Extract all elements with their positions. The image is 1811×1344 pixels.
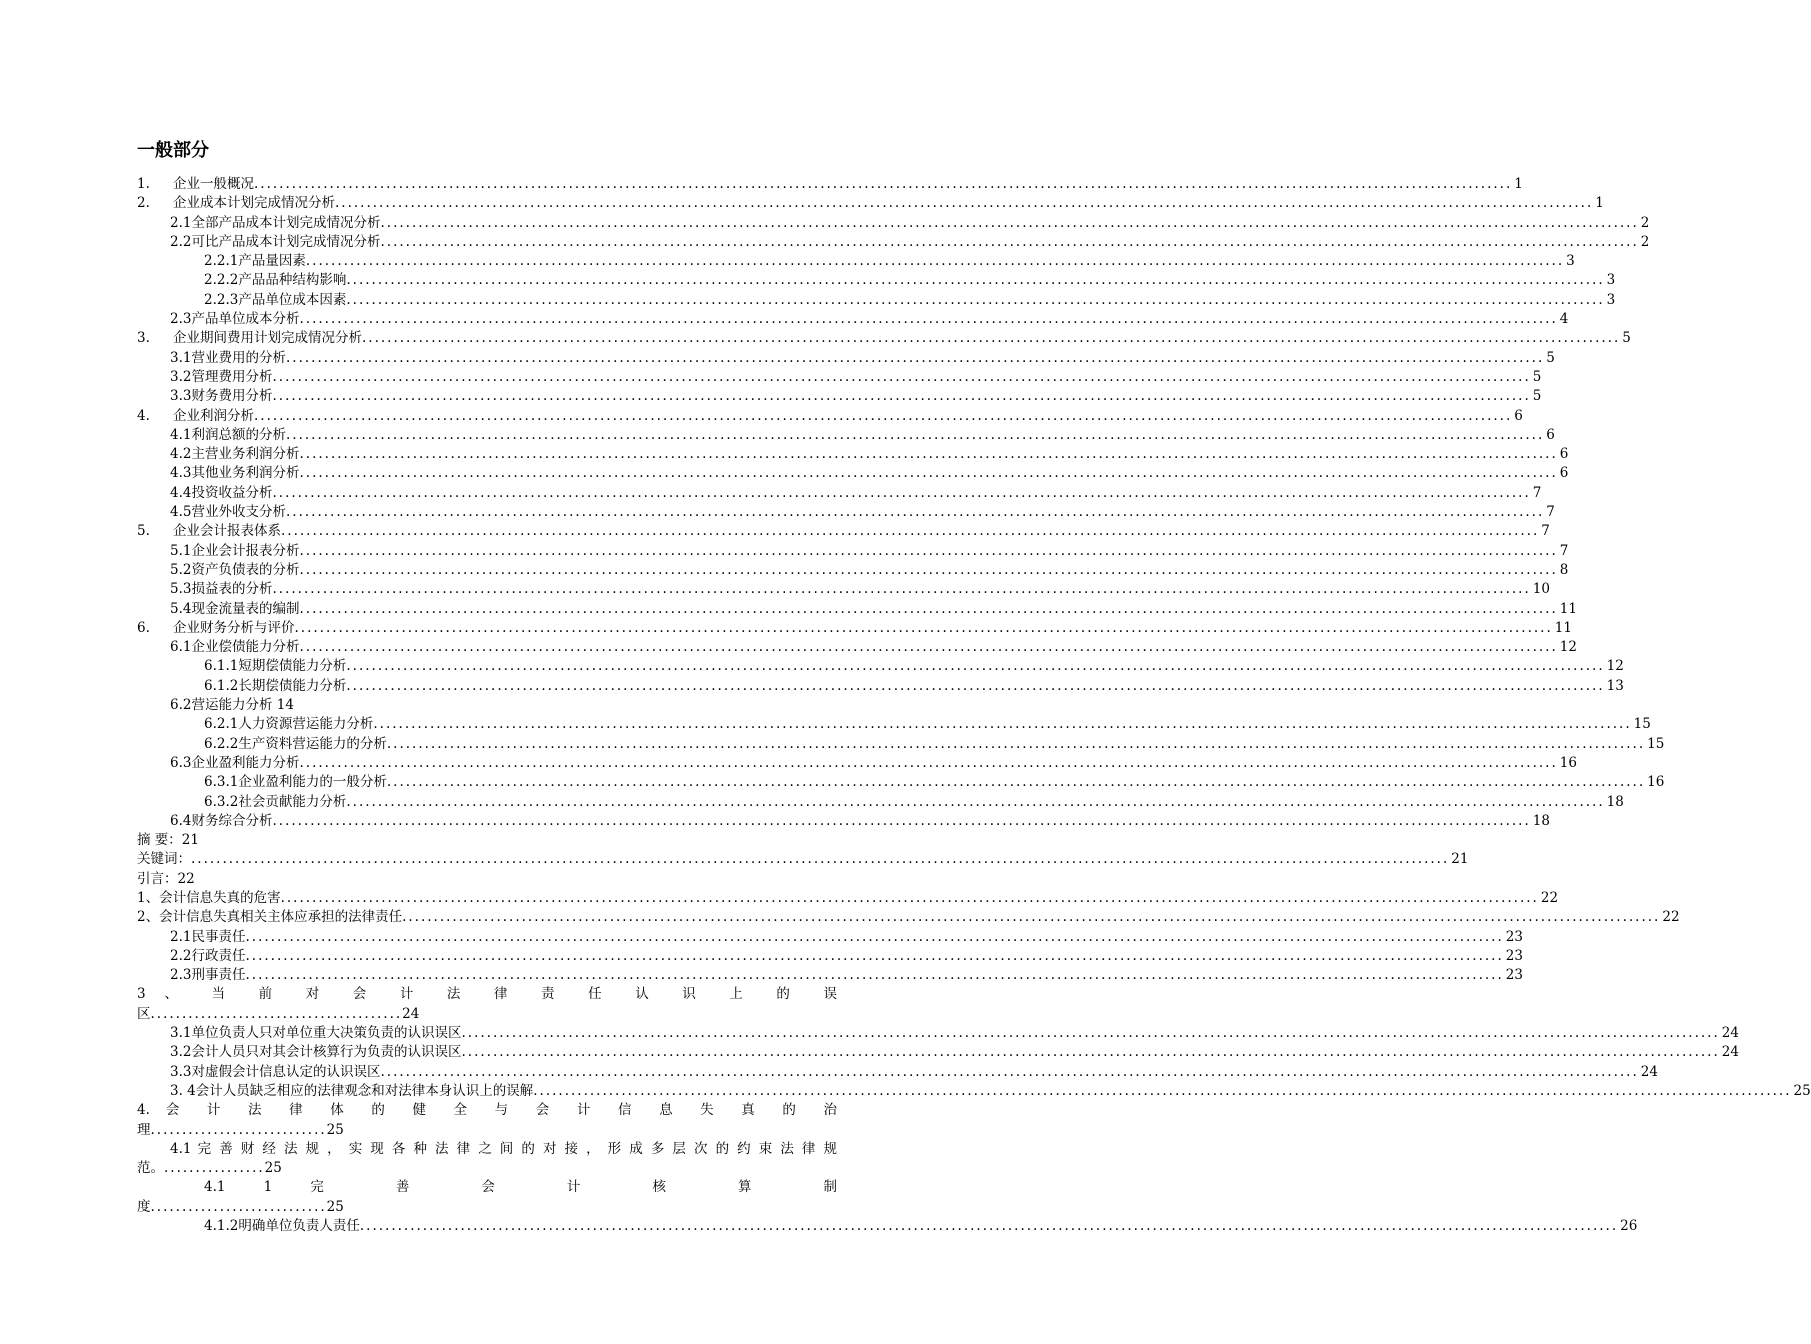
page-number: 23	[1505, 928, 1523, 945]
toc-entry-title: 2、会计信息失真相关主体应承担的法律责任	[137, 909, 403, 926]
page-number: 23	[1505, 947, 1523, 964]
toc-entry-title: 理	[137, 1121, 151, 1138]
toc-entry-title: 6.3.2社会贡献能力分析	[204, 793, 347, 810]
toc-entry-title: 范。	[137, 1160, 164, 1177]
dot-leader: ........................................................................................................................................................................................................	[280, 889, 1539, 906]
toc-entry-title: 1、会计信息失真的危害	[137, 889, 281, 906]
dot-leader: ........................................................................................................................................................................................................	[245, 928, 1504, 945]
toc-entry[interactable]	[137, 484, 1542, 503]
table-of-contents	[137, 175, 1811, 1236]
dot-leader: ........................................................................................................................................................................................................	[272, 368, 1531, 385]
section-heading: 一般部分	[137, 140, 209, 161]
dot-leader: ........................................................................................................................................................................................................	[299, 542, 1558, 559]
dot-leader: ........................................................................................................................................................................................................	[346, 677, 1605, 694]
toc-entry[interactable]	[137, 522, 1550, 541]
toc-entry[interactable]	[137, 754, 1577, 773]
dot-leader: ........................................................................................................................................................................................................	[346, 291, 1605, 308]
toc-entry-title: 企业一般概况	[173, 176, 254, 192]
toc-entry-title: 2.3刑事责任	[170, 967, 246, 984]
page-number: 26	[1620, 1218, 1638, 1235]
toc-entry-title: 6.1.1短期偿债能力分析	[204, 658, 347, 675]
toc-entry-text: 摘 要：21	[137, 832, 199, 849]
page-number: 1	[1514, 176, 1523, 192]
toc-entry-number: 4.	[137, 407, 150, 424]
toc-entry[interactable]	[137, 580, 1550, 599]
toc-entry-title: 企业会计报表体系	[173, 523, 281, 540]
toc-entry[interactable]	[137, 735, 1665, 754]
page-number: 6	[1546, 426, 1555, 443]
toc-entry-title: 2.3产品单位成本分析	[170, 311, 300, 328]
toc-entry-title: 6.3企业盈利能力分析	[170, 754, 300, 771]
toc-entry[interactable]	[137, 214, 1650, 233]
dot-leader: ........................................................................................................................................................................................................	[362, 330, 1621, 347]
dot-leader: ........................................................................................................................................................................................................	[245, 947, 1504, 964]
toc-entry[interactable]	[137, 310, 1569, 329]
page-number: 13	[1606, 677, 1624, 694]
dot-leader: ........................................................................................................................................................................................................	[359, 1218, 1619, 1235]
toc-entry-number: 1.	[137, 176, 150, 192]
toc-entry-title: 6.1企业偿债能力分析	[170, 639, 300, 656]
toc-entry[interactable]	[137, 503, 1555, 522]
dot-leader: ........................................................................................................................................................................................................	[346, 658, 1605, 675]
page-number: 7	[1541, 523, 1550, 540]
toc-entry-text: 6.2营运能力分析 14	[170, 697, 294, 714]
toc-entry[interactable]	[137, 715, 1651, 734]
toc-entry[interactable]	[137, 1063, 1658, 1082]
page-number: 24	[1721, 1025, 1739, 1042]
dot-leader: ........................................................................................................................................................................................................	[380, 1063, 1639, 1080]
dot-leader: ........................................................................................................................................................................................................	[299, 754, 1558, 771]
toc-entry-title: 企业财务分析与评价	[173, 619, 295, 636]
dot-leader: ........................................................................................................................................................................................................	[254, 176, 1513, 192]
page-number: 2	[1640, 214, 1650, 231]
dot-leader: ........................................................................................................................................................................................................	[272, 581, 1531, 598]
dot-leader: ........................................................................................................................................................................................................	[346, 272, 1605, 289]
toc-entry[interactable]	[137, 252, 1575, 271]
page-number: 25	[326, 1198, 344, 1215]
toc-entry[interactable]	[137, 329, 1631, 348]
page-number: 24	[1721, 1044, 1739, 1061]
toc-entry-number: 3.	[137, 330, 150, 347]
toc-entry-title: 6.4财务综合分析	[170, 812, 273, 829]
toc-entry-wrapped-line2	[137, 1198, 837, 1217]
toc-entry-title: 区	[137, 1005, 151, 1022]
toc-entry-title: 关键词：	[137, 851, 191, 868]
toc-entry[interactable]	[137, 812, 1550, 831]
toc-entry-wrapped-line1: 3 、 当 前 对 会 计 法 律 责 任 认 识 上 的 误	[137, 986, 837, 1003]
toc-entry-title: 3.1单位负责人只对单位重大决策负责的认识误区	[170, 1025, 462, 1042]
dot-leader: ........................................................................................................................................................................................................	[299, 311, 1558, 328]
dot-leader: ................	[164, 1160, 265, 1177]
toc-entry[interactable]	[137, 696, 837, 715]
page-number: 5	[1622, 330, 1631, 347]
page-number: 7	[1546, 504, 1555, 521]
dot-leader: ............................	[150, 1121, 327, 1138]
toc-entry-title: 3.1营业费用的分析	[170, 349, 286, 366]
page-number: 10	[1532, 581, 1550, 598]
toc-entry-wrapped-line1: 4.1 完 善 财 经 法 规 ， 实 现 各 种 法 律 之 间 的 对 接 ， 形 成 多 层 次 的 约 束 法 律 规	[170, 1140, 837, 1157]
dot-leader: ........................................................................................................................................................................................................	[285, 504, 1545, 521]
toc-entry-title: 度	[137, 1198, 151, 1215]
toc-entry-title: 企业利润分析	[173, 407, 254, 424]
toc-entry-title: 4.5营业外收支分析	[170, 504, 286, 521]
page-number: 25	[326, 1121, 344, 1138]
toc-entry-title: 4.1.2明确单位负责人责任	[204, 1218, 360, 1235]
toc-entry[interactable]	[137, 368, 1542, 387]
toc-entry[interactable]	[137, 1024, 1739, 1043]
toc-entry-title: 3.3对虚假会计信息认定的认识误区	[170, 1063, 381, 1080]
dot-leader: ........................................................................................................................................................................................................	[461, 1025, 1720, 1042]
page-number: 15	[1647, 735, 1665, 752]
dot-leader: ........................................................................................................................................................................................................	[299, 465, 1558, 482]
toc-entry[interactable]	[137, 175, 1523, 194]
page-number: 18	[1532, 812, 1550, 829]
page-number: 16	[1559, 754, 1577, 771]
toc-entry[interactable]	[137, 271, 1616, 290]
toc-entry-title: 2.2.2产品品种结构影响	[204, 272, 347, 289]
toc-entry-title: 4.2主营业务利润分析	[170, 446, 300, 463]
page-number: 5	[1532, 368, 1542, 385]
dot-leader: ............................	[150, 1198, 327, 1215]
toc-entry[interactable]	[137, 464, 1569, 483]
dot-leader: ........................................................................................................................................................................................................	[272, 388, 1531, 405]
page-number: 22	[1662, 909, 1680, 926]
toc-entry-number: 2.	[137, 195, 150, 212]
toc-entry-title: 5.3损益表的分析	[170, 581, 273, 598]
toc-entry-wrapped-line2	[137, 1005, 837, 1024]
page-number: 24	[1640, 1063, 1658, 1080]
dot-leader: ........................................................................................................................................................................................................	[285, 426, 1545, 443]
page-number: 2	[1640, 233, 1650, 250]
toc-entry[interactable]	[137, 889, 1559, 908]
page-number: 16	[1647, 774, 1665, 791]
dot-leader: ........................................................................................................................................................................................................	[380, 233, 1639, 250]
page-number: 22	[1540, 889, 1559, 906]
dot-leader: ........................................................................................................................................................................................................	[285, 349, 1545, 366]
toc-entry[interactable]	[137, 677, 1624, 696]
dot-leader: ........................................................................................................................................................................................................	[533, 1082, 1792, 1099]
toc-entry-title: 3. 4会计人员缺乏相应的法律观念和对法律本身认识上的误解	[170, 1082, 534, 1099]
dot-leader: ........................................................................................................................................................................................................	[335, 195, 1594, 212]
toc-entry-text: 引言：22	[137, 870, 195, 887]
toc-entry-title: 2.2可比产品成本计划完成情况分析	[170, 233, 381, 250]
toc-entry-title: 4.3其他业务利润分析	[170, 465, 300, 482]
toc-entry[interactable]	[137, 850, 1469, 869]
dot-leader: ........................................................................................................................................................................................................	[254, 407, 1513, 424]
dot-leader: ........................................................................................................................................................................................................	[305, 253, 1565, 270]
page-number: 7	[1532, 484, 1542, 501]
page-number: 15	[1633, 716, 1651, 733]
page-number: 6	[1559, 446, 1569, 463]
toc-entry-number: 6.	[137, 619, 150, 636]
toc-entry-title: 5.1企业会计报表分析	[170, 542, 300, 559]
toc-entry[interactable]	[137, 657, 1624, 676]
toc-entry[interactable]	[137, 1217, 1638, 1236]
toc-entry[interactable]	[137, 638, 1577, 657]
dot-leader: ........................................................................................................................................................................................................	[402, 909, 1661, 926]
toc-entry-wrapped-line1: 4. 会 计 法 律 体 的 健 全 与 会 计 信 息 失 真 的 治	[137, 1102, 837, 1119]
toc-entry-title: 4.4投资收益分析	[170, 484, 273, 501]
toc-entry[interactable]	[137, 542, 1569, 561]
dot-leader: ........................................................................................................................................................................................................	[272, 812, 1531, 829]
toc-entry[interactable]	[137, 928, 1523, 947]
page-number: 12	[1606, 658, 1624, 675]
toc-entry[interactable]	[137, 966, 1523, 985]
dot-leader: ........................................................................................................................................................................................................	[461, 1044, 1720, 1061]
dot-leader: ........................................................................................................................................................................................................	[191, 851, 1450, 868]
toc-entry[interactable]	[137, 194, 1604, 213]
toc-entry-wrapped-line2	[137, 1159, 837, 1178]
toc-entry-wrapped-line2	[137, 1121, 837, 1140]
toc-entry[interactable]	[137, 908, 1680, 927]
dot-leader: ........................................................................................................................................................................................................	[299, 600, 1558, 617]
dot-leader: ........................................................................................................................................................................................................	[299, 561, 1558, 578]
toc-entry-title: 2.2.1产品量因素	[204, 253, 306, 270]
dot-leader: ........................................................................................................................................................................................................	[373, 716, 1632, 733]
dot-leader: ........................................................................................................................................................................................................	[245, 967, 1504, 984]
toc-entry[interactable]	[137, 831, 837, 850]
toc-entry[interactable]	[137, 349, 1555, 368]
toc-entry-title: 4.1利润总额的分析	[170, 426, 286, 443]
dot-leader: ........................................................................................................................................................................................................	[386, 774, 1646, 791]
page-number: 23	[1505, 967, 1523, 984]
toc-entry-title: 企业成本计划完成情况分析	[173, 195, 335, 212]
toc-entry[interactable]	[137, 233, 1650, 252]
toc-entry[interactable]	[137, 870, 837, 889]
page-number: 21	[1451, 851, 1469, 868]
dot-leader: ........................................................................................................................................................................................................	[299, 639, 1558, 656]
toc-entry[interactable]	[137, 445, 1569, 464]
page-number: 1	[1595, 195, 1604, 212]
toc-entry[interactable]	[137, 1082, 1811, 1101]
dot-leader: ........................................................................................................................................................................................................	[281, 523, 1540, 540]
page-number: 3	[1606, 291, 1616, 308]
toc-entry[interactable]	[137, 561, 1569, 580]
toc-entry-wrapped-line1: 4.1 1 完 善 会 计 核 算 制	[204, 1179, 837, 1196]
page-number: 8	[1559, 561, 1569, 578]
toc-entry-title: 3.3财务费用分析	[170, 388, 273, 405]
page-number: 12	[1559, 639, 1577, 656]
toc-entry-title: 6.1.2长期偿债能力分析	[204, 677, 347, 694]
page-number: 11	[1554, 619, 1572, 636]
page-number: 25	[264, 1160, 282, 1177]
toc-entry[interactable]	[137, 407, 1523, 426]
toc-entry-title: 2.1全部产品成本计划完成情况分析	[170, 214, 381, 231]
toc-entry-number: 5.	[137, 523, 150, 540]
toc-entry[interactable]	[137, 1043, 1739, 1062]
dot-leader: ........................................	[150, 1005, 403, 1022]
page-number: 3	[1606, 272, 1616, 289]
toc-entry[interactable]	[137, 387, 1542, 406]
dot-leader: ........................................................................................................................................................................................................	[272, 484, 1531, 501]
dot-leader: ........................................................................................................................................................................................................	[299, 446, 1558, 463]
toc-entry-title: 企业期间费用计划完成情况分析	[173, 330, 362, 347]
toc-entry-title: 6.3.1企业盈利能力的一般分析	[204, 774, 387, 791]
toc-entry-title: 6.2.2生产资料营运能力的分析	[204, 735, 387, 752]
page-number: 6	[1559, 465, 1569, 482]
toc-entry-title: 5.2资产负债表的分析	[170, 561, 300, 578]
toc-entry[interactable]	[137, 291, 1616, 310]
page-number: 25	[1793, 1082, 1811, 1099]
dot-leader: ........................................................................................................................................................................................................	[294, 619, 1553, 636]
page-number: 5	[1532, 388, 1542, 405]
toc-entry[interactable]	[137, 947, 1523, 966]
toc-entry-title: 5.4现金流量表的编制	[170, 600, 300, 617]
page-number: 5	[1546, 349, 1555, 366]
page-number: 3	[1566, 253, 1575, 270]
page-number: 4	[1559, 311, 1569, 328]
toc-entry-title: 3.2会计人员只对其会计核算行为负责的认识误区	[170, 1044, 462, 1061]
dot-leader: ........................................................................................................................................................................................................	[386, 735, 1646, 752]
toc-entry[interactable]	[137, 426, 1555, 445]
dot-leader: ........................................................................................................................................................................................................	[380, 214, 1639, 231]
page-number: 6	[1514, 407, 1523, 424]
page-number: 24	[402, 1005, 420, 1022]
toc-entry-title: 6.2.1人力资源营运能力分析	[204, 716, 374, 733]
toc-entry[interactable]	[137, 773, 1665, 792]
toc-entry[interactable]	[137, 600, 1577, 619]
page-number: 11	[1559, 600, 1577, 617]
toc-entry[interactable]	[137, 619, 1572, 638]
toc-entry-title: 2.2行政责任	[170, 947, 246, 964]
page-number: 7	[1559, 542, 1569, 559]
page-number: 18	[1606, 793, 1624, 810]
toc-entry-title: 3.2管理费用分析	[170, 368, 273, 385]
toc-entry-title: 2.1民事责任	[170, 928, 246, 945]
dot-leader: ........................................................................................................................................................................................................	[346, 793, 1605, 810]
toc-entry[interactable]	[137, 793, 1624, 812]
toc-entry-title: 2.2.3产品单位成本因素	[204, 291, 347, 308]
